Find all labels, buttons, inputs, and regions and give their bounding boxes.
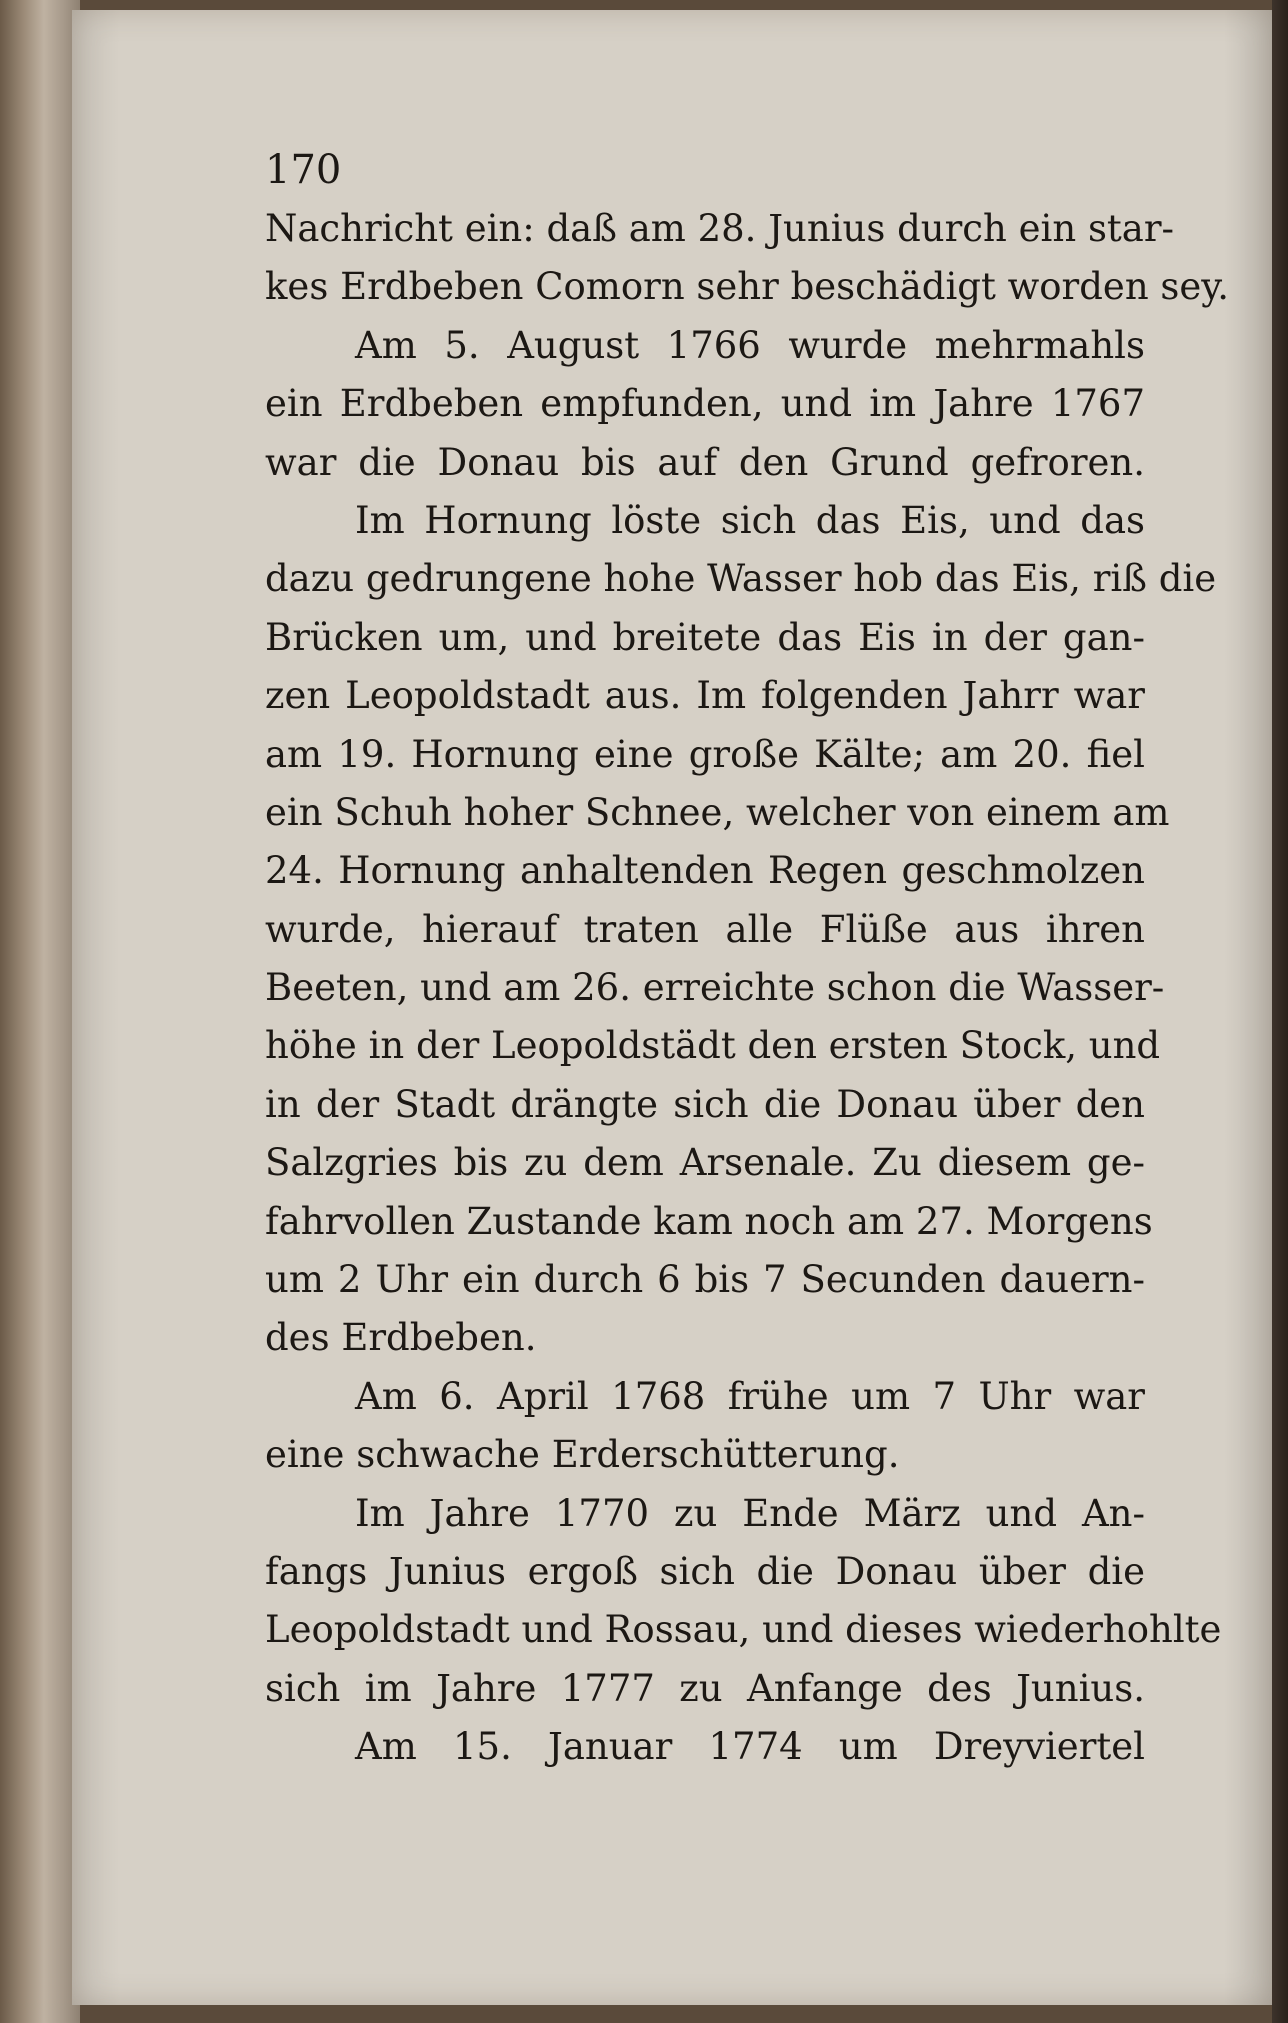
text-line: Am 15. Januar 1774 um Dreyviertel [355,1725,1145,1769]
text-line: wurde, hierauf traten alle Flüße aus ihren [265,907,1145,951]
text-line: kes Erdbeben Comorn sehr beschädigt worden sey. [265,265,1230,309]
text-line: Leopoldstadt und Rossau, und dieses wiederhohlte [265,1608,1222,1652]
book-page-edges [0,0,80,2023]
text-line: Am 6. April 1768 frühe um 7 Uhr war [355,1374,1145,1418]
text-line: um 2 Uhr ein durch 6 bis 7 Secunden dauern- [265,1258,1145,1302]
text-line: des Erdbeben. [265,1316,537,1360]
text-line: höhe in der Leopoldstädt den ersten Stock, und [265,1024,1161,1068]
text-line: fahrvollen Zustande kam noch am 27. Morgens [265,1199,1153,1243]
book-cover-edge [1272,0,1288,2023]
text-line: Nachricht ein: daß am 28. Junius durch ein star- [265,207,1175,250]
text-line: Beeten, und am 26. erreichte schon die Wasser- [265,966,1165,1010]
text-line: Im Jahre 1770 zu Ende März und An- [355,1491,1145,1535]
text-line: ein Erdbeben empfunden, und im Jahre 1767 [265,382,1145,426]
text-line: 24. Hornung anhaltenden Regen geschmolzen [265,849,1145,893]
page-number: 170 [265,147,342,193]
text-line: Am 5. August 1766 wurde mehrmahls [355,323,1145,367]
text-line: dazu gedrungene hohe Wasser hob das Eis, riß die [265,557,1217,601]
text-line: fangs Junius ergoß sich die Donau über die [265,1549,1145,1593]
text-line: in der Stadt drängte sich die Donau über den [265,1082,1145,1126]
text-lines [185,200,1230,1777]
page-text-block [185,140,1230,1777]
text-line: zen Leopoldstadt aus. Im folgenden Jahrr war [265,674,1145,718]
text-line: ein Schuh hoher Schnee, welcher von einem am [265,790,1170,834]
text-line: Salzgries bis zu dem Arsenale. Zu diesem ge- [265,1141,1145,1185]
text-line: war die Donau bis auf den Grund gefroren. [265,440,1145,484]
text-line: eine schwache Erderschütterung. [265,1433,900,1477]
text-line: Im Hornung löste sich das Eis, und das [355,498,1145,542]
text-line: sich im Jahre 1777 zu Anfange des Junius. [265,1666,1145,1710]
text-line: am 19. Hornung eine große Kälte; am 20. fiel [265,732,1145,776]
text-line: Brücken um, und breitete das Eis in der gan- [265,615,1145,659]
